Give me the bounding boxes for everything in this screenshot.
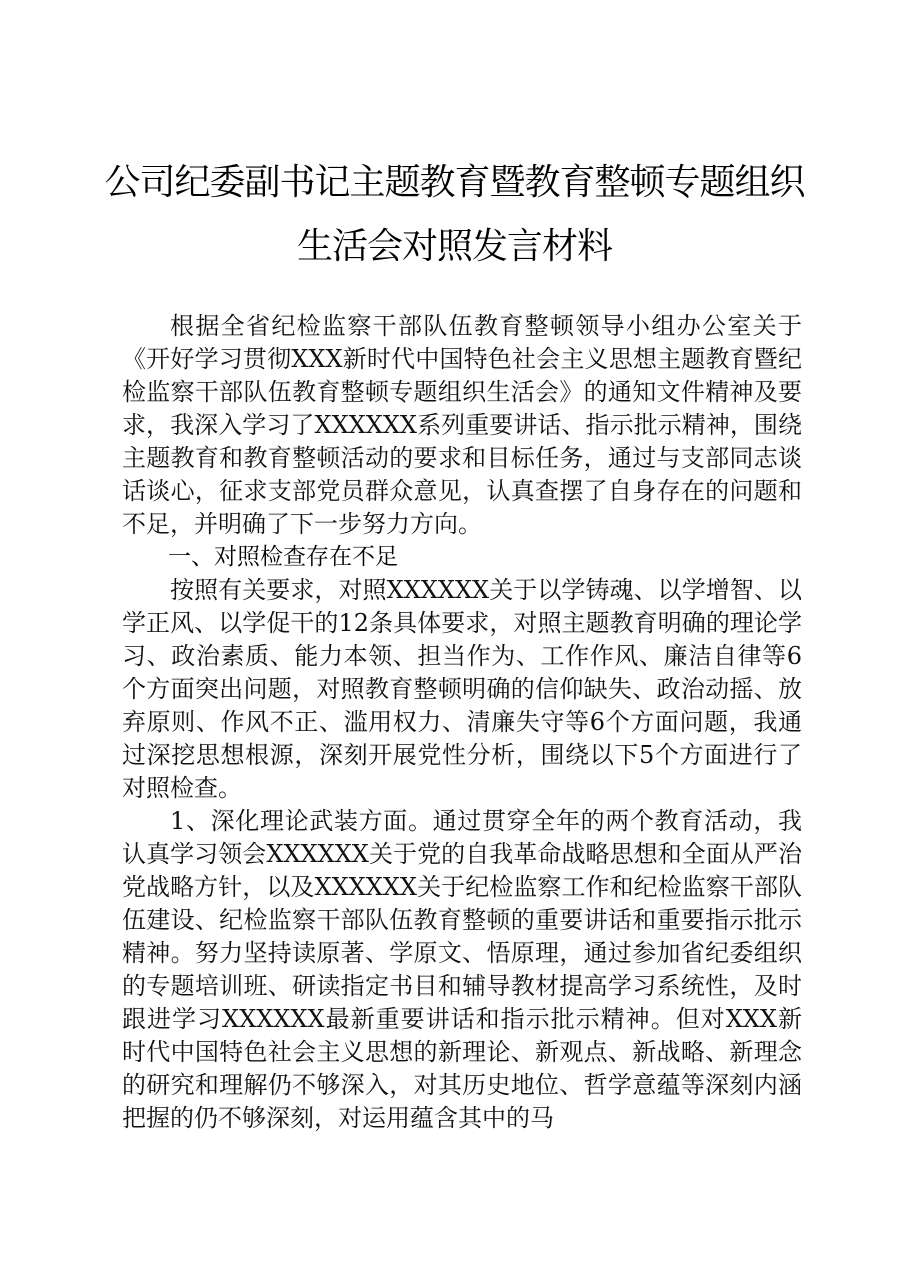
paragraph-requirements: 按照有关要求，对照XXXXXX关于以学铸魂、以学增智、以学正风、以学促干的12条具体要求，对照主题教育明确的理论学习、政治素质、能力本领、担当作为、工作作风、廉洁自律等6个方面突出问题，对照教育整顿明确的信仰缺失、政治动摇、放弃原则、作风不正、滥用权力、清廉失守等6个方面问题，我通过深挖思想根源，深刻开展党性分析，围绕以下5个方面进行了对照检查。 bbox=[122, 576, 802, 802]
paragraph-theory: 1、深化理论武装方面。通过贯穿全年的两个教育活动，我认真学习领会XXXXXX关于党的自我革命战略思想和全面从严治党战略方针，以及XXXXXX关于纪检监察工作和纪检监察干部队伍建设、纪检监察干部队伍教育整顿的重要讲话和重要指示批示精神。努力坚持读原著、学原文、悟原理，通过参加省纪委组织的专题培训班、研读指定书目和辅导教材提高学习系统性，及时跟进学习XXXXXX最新重要讲话和指示批示精神。但对XXX新时代中国特色社会主义思想的新理论、新观点、新战略、新理念的研究和理解仍不够深入，对其历史地位、哲学意蕴等深刻内涵把握的仍不够深刻，对运用蕴含其中的马 bbox=[122, 807, 802, 1132]
document-body bbox=[122, 310, 802, 1135]
document-title-line-1: 公司纪委副书记主题教育暨教育整顿专题组织 bbox=[104, 162, 805, 203]
section-heading-1: 一、对照检查存在不足 bbox=[168, 544, 398, 570]
document-title-line-2: 生活会对照发言材料 bbox=[296, 226, 612, 267]
paragraph-intro: 根据全省纪检监察干部队伍教育整顿领导小组办公室关于《开好学习贯彻XXX新时代中国特色社会主义思想主题教育暨纪检监察干部队伍教育整顿专题组织生活会》的通知文件精神及要求，我深入学习了XXXXXX系列重要讲话、指示批示精神，围绕主题教育和教育整顿活动的要求和目标任务，通过与支部同志谈话谈心，征求支部党员群众意见，认真查摆了自身存在的问题和不足，并明确了下一步努力方向。 bbox=[122, 312, 802, 538]
